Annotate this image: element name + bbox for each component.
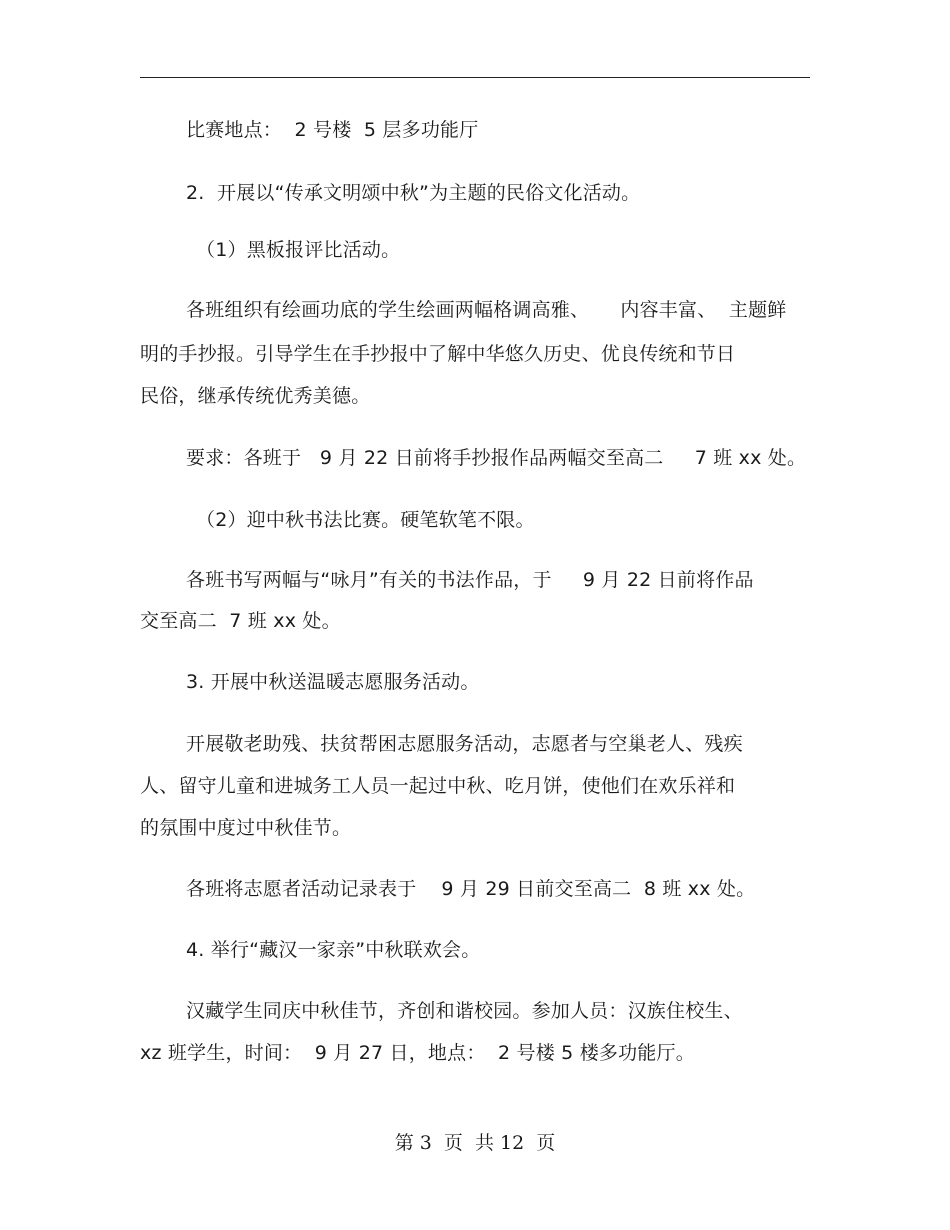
- paragraph-line: 汉藏学生同庆中秋佳节，齐创和谐校园。参加人员：汉族住校生、: [186, 1000, 743, 1022]
- section-2-heading: 2. 开展以“传承文明颂中秋”为主题的民俗文化活动。: [186, 182, 641, 204]
- section-3-heading: 3. 开展中秋送温暖志愿服务活动。: [186, 671, 480, 693]
- section-4-heading: 4. 举行“藏汉一家亲”中秋联欢会。: [186, 939, 481, 961]
- venue-line: 比赛地点： 2 号楼 5 层多功能厅: [186, 119, 479, 141]
- paragraph-line: 交至高二 7 班 xx 处。: [140, 610, 341, 632]
- page-number-footer: 第 3 页 共 12 页: [394, 1132, 556, 1154]
- requirement-line: 要求：各班于 9 月 22 日前将手抄报作品两幅交至高二 7 班 xx 处。: [186, 447, 807, 469]
- paragraph-line: 各班组织有绘画功底的学生绘画两幅格调高雅、 内容丰富、 主题鲜: [186, 299, 787, 321]
- header-rule: [140, 77, 810, 78]
- paragraph-line: 的氛围中度过中秋佳节。: [140, 817, 352, 839]
- paragraph-line: xz 班学生，时间： 9 月 27 日，地点： 2 号楼 5 楼多功能厅。: [140, 1042, 695, 1064]
- paragraph-line: 明的手抄报。引导学生在手抄报中了解中华悠久历史、优良传统和节日: [140, 343, 736, 365]
- paragraph-line: 开展敬老助残、扶贫帮困志愿服务活动，志愿者与空巢老人、残疾: [186, 733, 743, 755]
- paragraph-line: 人、留守儿童和进城务工人员一起过中秋、吃月饼，使他们在欢乐祥和: [140, 775, 736, 797]
- paragraph-line: 各班书写两幅与“咏月”有关的书法作品，于 9 月 22 日前将作品: [186, 569, 754, 591]
- subsection-1-heading: （1）黑板报评比活动。: [196, 239, 401, 261]
- subsection-2-heading: （2）迎中秋书法比赛。硬笔软笔不限。: [196, 509, 535, 531]
- deadline-line: 各班将志愿者活动记录表于 9 月 29 日前交至高二 8 班 xx 处。: [186, 878, 756, 900]
- paragraph-line: 民俗，继承传统优秀美德。: [140, 385, 371, 407]
